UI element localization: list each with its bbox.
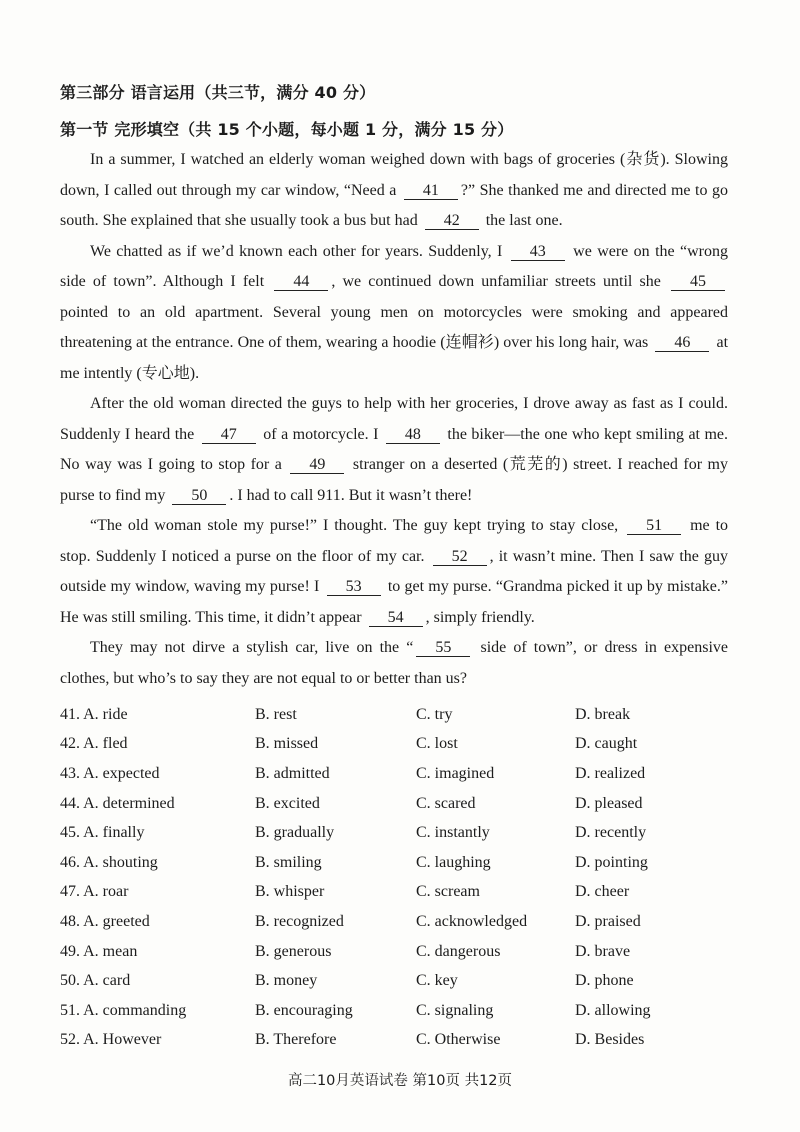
option-c: C. acknowledged [416,912,528,930]
option-d: D. break [575,705,631,723]
paragraph-4 [60,511,728,633]
option-b: B. gradually [255,824,335,842]
option-a: 42. A. fled [60,735,128,753]
text: “The old woman stole my purse!” I thought. The guy kept trying to stay close, [90,517,619,534]
paragraph-1 [60,145,728,237]
option-d: D. pointing [575,853,648,871]
option-b: B. Therefore [255,1031,337,1049]
option-a: 47. A. roar [60,883,129,901]
option-a: 43. A. expected [60,764,160,782]
option-c: C. scared [416,794,476,812]
text: , it wasn’t mine. Then I saw the guy outside my window, waving my purse! I [60,547,728,595]
option-b: B. generous [255,942,332,960]
text: , simply friendly. [425,608,535,626]
blank-48: 48 [386,426,440,444]
option-b: B. rest [255,705,297,723]
option-b: B. excited [255,794,320,812]
option-b: B. encouraging [255,1001,353,1019]
blank-55: 55 [416,639,470,657]
option-a: 50. A. card [60,972,131,990]
option-b: B. whisper [255,883,325,901]
option-row [60,789,740,819]
option-d: D. brave [575,942,631,960]
option-a: 52. A. However [60,1031,162,1049]
option-a: 51. A. commanding [60,1001,187,1019]
option-b: B. money [255,972,318,990]
text: . I had to call 911. But it wasn’t there! [229,486,473,504]
blank-46: 46 [655,334,709,352]
text: pointed to an old apartment. Several young men on motorcycles were smoking and appeared threatening at the entrance. One of them, wearing a hoodie (连帽衫) over his long hair, was [60,303,728,351]
option-c: C. key [416,972,458,990]
option-c: C. laughing [416,853,491,871]
option-c: C. imagined [416,764,495,782]
paragraph-2 [60,237,728,390]
option-a: 49. A. mean [60,942,138,960]
text: the biker—the one who kept smiling at me. No way was I going to stop for a [60,425,729,473]
option-row [60,818,740,848]
option-row [60,907,740,937]
option-a: 48. A. greeted [60,912,150,930]
blank-52: 52 [433,548,487,566]
option-b: B. recognized [255,912,344,930]
text: , we continued down unfamiliar streets until she [331,273,661,290]
text: we were on the “wrong side of town”. Although I felt [60,242,728,290]
option-a: 41. A. ride [60,705,128,723]
option-d: D. Besides [575,1031,645,1049]
paragraph-5 [60,633,728,694]
blank-49: 49 [290,456,344,474]
option-d: D. pleased [575,794,643,812]
option-c: C. Otherwise [416,1031,501,1049]
option-b: B. admitted [255,764,330,782]
text: ?” She thanked me and directed me to go south. She explained that she usually took a bus but had [60,181,729,229]
option-c: C. signaling [416,1001,494,1019]
text: side of town”, or dress in expensive clothes, but who’s to say they are not equal to or better than us? [60,639,729,687]
part-heading: 第三部分 语言运用（共三节，满分 40 分） [60,83,376,102]
answer-options [60,700,740,1055]
option-d: D. phone [575,972,634,990]
option-d: D. praised [575,912,641,930]
option-a: 45. A. finally [60,824,145,842]
option-d: D. cheer [575,883,630,901]
option-d: D. recently [575,824,647,842]
cloze-passage [60,145,728,694]
option-row [60,759,740,789]
option-row [60,996,740,1026]
option-d: D. caught [575,735,638,753]
text: They may not dirve a stylish car, live on the “ [90,639,414,656]
blank-45: 45 [671,273,725,291]
option-c: C. try [416,705,453,723]
option-row [60,730,740,760]
text: me to stop. Suddenly I noticed a purse on the floor of my car. [60,517,729,565]
blank-50: 50 [172,487,226,505]
option-row [60,848,740,878]
option-row [60,878,740,908]
section-heading: 第一节 完形填空（共 15 个小题，每小题 1 分，满分 15 分） [60,120,514,139]
text: the last one. [485,212,563,229]
blank-54: 54 [369,609,423,627]
option-b: B. missed [255,735,319,753]
blank-53: 53 [327,578,381,596]
option-c: C. scream [416,883,480,901]
paragraph-3 [60,389,728,511]
blank-51: 51 [627,517,681,535]
option-c: C. lost [416,735,458,753]
text: to get my purse. “Grandma picked it up by mistake.” He was still smiling. This time, it didn’t appear [60,578,729,626]
text: In a summer, I watched an elderly woman weighed down with bags of groceries (杂货). Slowing down, I called out through my car window, “Need a [60,151,728,199]
text: After the old woman directed the guys to help with her groceries, I drove away as fast as I could. Suddenly I heard the [60,395,728,443]
option-c: C. dangerous [416,942,501,960]
option-b: B. smiling [255,853,322,871]
option-row [60,937,740,967]
option-c: C. instantly [416,824,490,842]
text: of a motorcycle. I [263,425,379,443]
blank-42: 42 [425,212,479,230]
option-row [60,700,740,730]
option-row [60,966,740,996]
option-a: 46. A. shouting [60,853,158,871]
option-d: D. allowing [575,1001,651,1019]
page-footer: 高二10月英语试卷 第10页 共12页 [287,1073,513,1089]
blank-41: 41 [404,182,458,200]
option-d: D. realized [575,764,646,782]
text: We chatted as if we’d known each other for years. Suddenly, I [90,242,503,260]
text: stranger on a deserted (荒芜的) street. I reached for my purse to find my [60,456,728,504]
text: at me intently (专心地). [60,334,729,382]
blank-47: 47 [202,426,256,444]
blank-44: 44 [274,273,328,291]
option-row [60,1026,740,1056]
blank-43: 43 [511,243,565,261]
option-a: 44. A. determined [60,794,175,812]
